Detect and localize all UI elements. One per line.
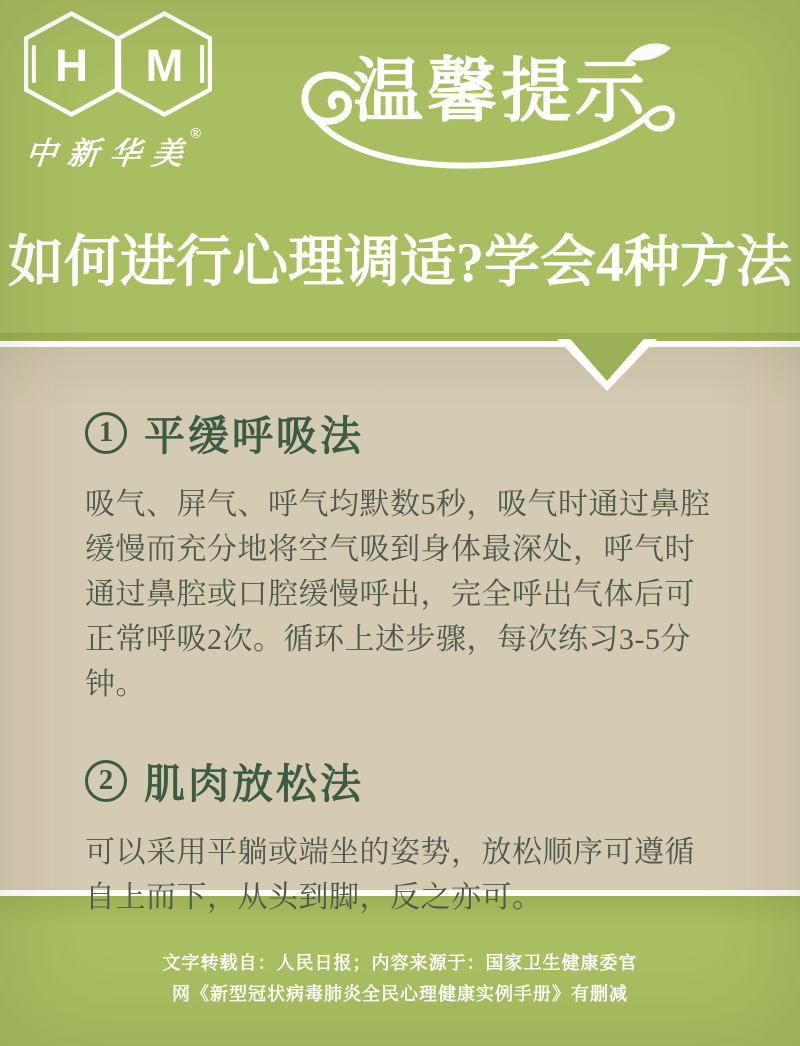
section-title: 肌肉放松法 (144, 761, 364, 807)
section-title: 平缓呼吸法 (144, 413, 364, 459)
section-title-row (85, 403, 715, 462)
content-card (0, 347, 800, 914)
header-section (0, 0, 800, 333)
section-body: 可以采用平躺或端坐的姿势，放松顺序可遵循自上而下，从头到脚，反之亦可。 (85, 836, 695, 914)
main-headline: 如何进行心理调适?学会4种方法 (8, 232, 792, 294)
circled-number-2: 2 (85, 760, 127, 802)
registered-trademark-icon: ® (190, 126, 202, 142)
section-title-row (85, 751, 715, 810)
brand-name: 中新华美 (23, 136, 196, 171)
header-shadow-band (0, 333, 800, 341)
footer-attribution-line2: 网《新型冠状病毒肺炎全民心理健康实例手册》有删减 (172, 984, 628, 1004)
footer-attribution-line1: 文字转载自：人民日报；内容来源于：国家卫生健康委官 (162, 953, 638, 973)
hexagon-logo-icon (24, 8, 212, 120)
logo-letter-h: H (55, 39, 88, 91)
notch-triangle-icon (557, 333, 657, 395)
section-breathing (85, 403, 715, 707)
brand-name-row (24, 128, 234, 173)
circled-number-1: 1 (85, 412, 127, 454)
ribbon-title-block (295, 38, 705, 188)
brand-logo (24, 8, 234, 173)
ribbon-title: 温馨提示 (353, 54, 649, 131)
section-body: 吸气、屏气、呼气均默数5秒，吸气时通过鼻腔缓慢而充分地将空气吸到身体最深处，呼气时通过鼻腔或口腔缓慢呼出，完全呼出气体后可正常呼吸2次。循环上述步骤，每次练习3-5分钟。 (85, 488, 711, 701)
logo-letter-m: M (145, 39, 184, 91)
